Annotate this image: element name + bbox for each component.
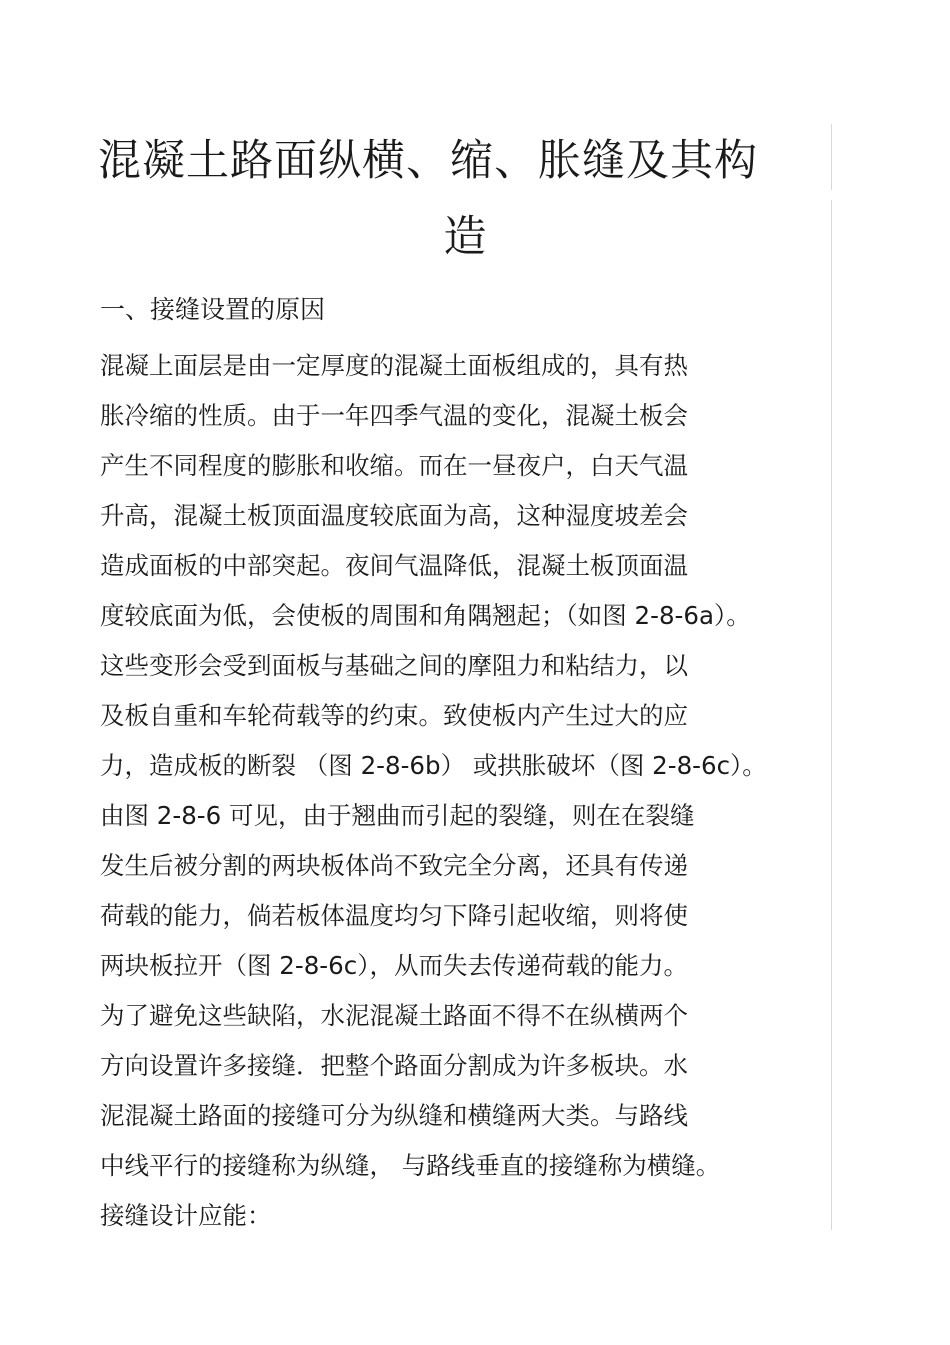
paragraph-line: 及板自重和车轮荷载等的约束。致使板内产生过大的应: [100, 701, 688, 730]
paragraph-line: 由图 2-8-6 可见，由于翘曲而引起的裂缝，则在在裂缝: [100, 801, 695, 830]
body-paragraph: [100, 341, 850, 1241]
section-heading: 一、接缝设置的原因: [100, 295, 326, 324]
paragraph-line: 中线平行的接缝称为纵缝， 与路线垂直的接缝称为横缝。: [100, 1151, 721, 1180]
paragraph-line: 升高，混凝土板顶面温度较底面为高，这种湿度坡差会: [100, 501, 688, 530]
paragraph-line: 接缝设计应能：: [100, 1201, 272, 1230]
paragraph-line: 造成面板的中部突起。夜间气温降低，混凝土板顶面温: [100, 551, 688, 580]
paragraph-line: 荷载的能力，倘若板体温度均匀下降引起收缩，则将使: [100, 901, 688, 930]
paragraph-line: 混凝上面层是由一定厚度的混凝土面板组成的，具有热: [100, 351, 688, 380]
paragraph-line: 发生后被分割的两块板体尚不致完全分离，还具有传递: [100, 851, 688, 880]
paragraph-line: 产生不同程度的膨胀和收缩。而在一昼夜户，白天气温: [100, 451, 688, 480]
paragraph-line: 胀冷缩的性质。由于一年四季气温的变化，混凝土板会: [100, 401, 688, 430]
paragraph-line: 泥混凝土路面的接缝可分为纵缝和横缝两大类。与路线: [100, 1101, 688, 1130]
paragraph-line: 度较底面为低，会使板的周围和角隅翘起；（如图 2-8-6a）。: [100, 601, 751, 630]
paragraph-line: 这些变形会受到面板与基础之间的摩阻力和粘结力，以: [100, 651, 688, 680]
paragraph-line: 力，造成板的断裂 （图 2-8-6b） 或拱胀破坏（图 2-8-6c）。: [100, 751, 767, 780]
document-title-line-2: 造: [443, 212, 488, 262]
document-title-line-1: 混凝土路面纵横、缩、胀缝及其构: [98, 136, 758, 186]
paragraph-line: 两块板拉开（图 2-8-6c），从而失去传递荷载的能力。: [100, 951, 688, 980]
paragraph-line: 为了避免这些缺陷，水泥混凝土路面不得不在纵横两个: [100, 1001, 688, 1030]
paragraph-line: 方向设置许多接缝．把整个路面分割成为许多板块。水: [100, 1051, 688, 1080]
